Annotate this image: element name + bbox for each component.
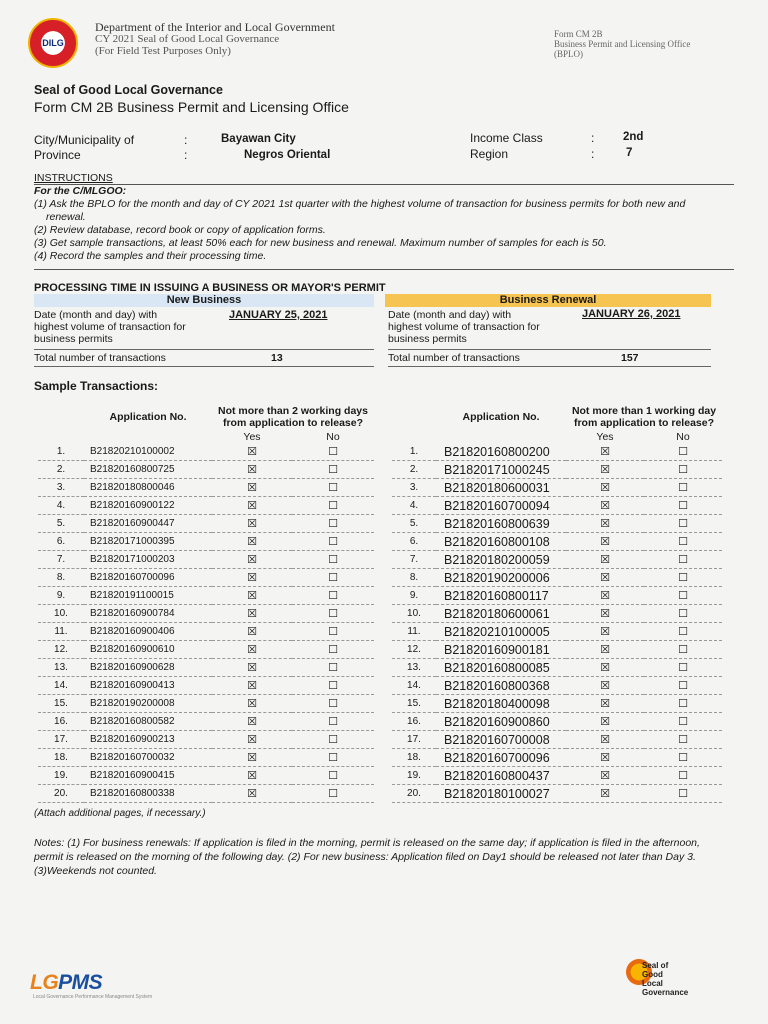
row-number: 7.	[38, 551, 84, 569]
table-row	[392, 533, 722, 551]
row-number: 2.	[38, 461, 84, 479]
header-left	[95, 21, 335, 57]
application-number: B21820190200008	[84, 695, 212, 713]
new-business-table	[38, 403, 374, 803]
new-date-label-3: business permits	[34, 333, 113, 345]
lgpms-logo	[30, 971, 102, 995]
yes-checkbox[interactable]: ☒	[212, 515, 292, 533]
renewal-table	[392, 403, 722, 803]
divider	[34, 184, 734, 185]
no-checkbox[interactable]: ☐	[292, 461, 374, 479]
no-checkbox[interactable]: ☐	[644, 713, 722, 731]
table-row	[392, 497, 722, 515]
city-label: City/Municipality of	[34, 133, 135, 147]
row-number: 13.	[38, 659, 84, 677]
city-colon: :	[184, 133, 188, 147]
sglg-logo	[626, 955, 706, 1007]
table-row	[38, 785, 374, 803]
renewal-rows	[392, 443, 722, 803]
region-value-text: 7	[626, 147, 633, 159]
yes-checkbox[interactable]: ☒	[212, 713, 292, 731]
row-number: 14.	[38, 677, 84, 695]
yes-checkbox[interactable]: ☒	[566, 515, 644, 533]
samples-title: Sample Transactions:	[34, 379, 159, 393]
application-number: B21820180200059	[436, 551, 566, 569]
col-days-header	[566, 403, 722, 431]
application-number: B21820160900213	[84, 731, 212, 749]
no-checkbox[interactable]: ☐	[292, 641, 374, 659]
city-value	[221, 131, 296, 145]
col-no-header: No	[676, 431, 690, 443]
col-days-header	[212, 403, 374, 431]
instruction-1: (1) Ask the BPLO for the month and day of CY 2021 1st quarter with the highest volume of transaction for business permits for both new and	[34, 198, 686, 210]
row-number: 1.	[392, 443, 436, 461]
province-value-text: Negros Oriental	[244, 149, 331, 161]
form-office: Business Permit and Licensing Office	[554, 39, 691, 49]
notes-line-1: Notes: (1) For business renewals: If application is filed in the morning, permit is released on the same day; if application is filed in the afternoon,	[34, 837, 700, 849]
row-number: 18.	[392, 749, 436, 767]
no-checkbox[interactable]: ☐	[292, 749, 374, 767]
no-checkbox[interactable]: ☐	[292, 587, 374, 605]
header-blank	[38, 431, 84, 443]
sglg-line-4: Governance	[642, 988, 689, 997]
region-label: Region	[470, 147, 509, 161]
lgpms-subtitle: Local Governance Performance Management System	[33, 994, 153, 1000]
table-row	[38, 515, 374, 533]
instruction-4: (4) Record the samples and their processing time.	[34, 250, 267, 262]
col-no-header: No	[326, 431, 340, 443]
application-number: B21820191100015	[84, 587, 212, 605]
no-checkbox[interactable]: ☐	[644, 605, 722, 623]
table-row	[392, 677, 722, 695]
table-row	[38, 605, 374, 623]
row-number: 11.	[392, 623, 436, 641]
table-row	[38, 659, 374, 677]
table-row	[38, 623, 374, 641]
table-row	[392, 461, 722, 479]
row-number: 4.	[392, 497, 436, 515]
no-checkbox[interactable]: ☐	[644, 443, 722, 461]
instruction-3: (3) Get sample transactions, at least 50% each for new business and renewal. Maximum number of samples for each is 50.	[34, 237, 607, 249]
sglg-line-2: Good	[642, 970, 663, 979]
application-number: B21820160700094	[436, 497, 566, 515]
no-checkbox[interactable]: ☐	[644, 569, 722, 587]
yes-checkbox[interactable]: ☒	[566, 767, 644, 785]
renewal-date-label-2: highest volume of transaction for	[388, 321, 540, 333]
instructions-heading: INSTRUCTIONS	[34, 172, 113, 184]
application-number: B21820160800437	[436, 767, 566, 785]
application-number: B21820160900413	[84, 677, 212, 695]
row-number: 1.	[38, 443, 84, 461]
application-number: B21820160800117	[436, 587, 566, 605]
divider	[34, 269, 734, 270]
no-checkbox[interactable]: ☐	[644, 551, 722, 569]
renewal-date-label-3: business permits	[388, 333, 467, 345]
table-row	[38, 461, 374, 479]
new-date-value: JANUARY 25, 2021	[229, 309, 328, 321]
income-value	[623, 129, 643, 143]
table-row	[392, 659, 722, 677]
table-row	[392, 587, 722, 605]
application-number: B21820160800200	[436, 443, 566, 461]
no-checkbox[interactable]: ☐	[292, 677, 374, 695]
row-number: 18.	[38, 749, 84, 767]
row-number: 5.	[38, 515, 84, 533]
row-number: 11.	[38, 623, 84, 641]
yes-checkbox[interactable]: ☒	[566, 461, 644, 479]
table-row	[38, 641, 374, 659]
yes-checkbox[interactable]: ☒	[212, 497, 292, 515]
table-row	[392, 443, 722, 461]
application-number: B21820180100027	[436, 785, 566, 803]
application-number: B21820160700008	[436, 731, 566, 749]
no-checkbox[interactable]: ☐	[292, 443, 374, 461]
yes-checkbox[interactable]: ☒	[566, 623, 644, 641]
no-checkbox[interactable]: ☐	[644, 461, 722, 479]
no-checkbox[interactable]: ☐	[292, 731, 374, 749]
table-row	[392, 569, 722, 587]
form-abbr: (BPLO)	[554, 49, 583, 59]
no-checkbox[interactable]: ☐	[292, 695, 374, 713]
form-code: Form CM 2B	[554, 29, 603, 39]
application-number: B21820180600061	[436, 605, 566, 623]
city-value-text: Bayawan City	[221, 133, 296, 145]
department-name: Department of the Interior and Local Government	[95, 20, 335, 34]
no-checkbox[interactable]: ☐	[644, 497, 722, 515]
province-label: Province	[34, 148, 81, 162]
application-number: B21820171000203	[84, 551, 212, 569]
application-number: B21820160900628	[84, 659, 212, 677]
new-date-label	[34, 309, 186, 345]
application-number: B21820180800046	[84, 479, 212, 497]
no-checkbox[interactable]: ☐	[644, 695, 722, 713]
dilg-seal-icon	[28, 18, 78, 68]
application-number: B21820160900784	[84, 605, 212, 623]
no-checkbox[interactable]: ☐	[292, 479, 374, 497]
no-checkbox[interactable]: ☐	[292, 713, 374, 731]
row-number: 8.	[38, 569, 84, 587]
table-row	[38, 731, 374, 749]
row-number: 9.	[392, 587, 436, 605]
application-number: B21820160800368	[436, 677, 566, 695]
lgpms-logo-pms: PMS	[58, 971, 103, 994]
yes-checkbox[interactable]: ☒	[566, 659, 644, 677]
region-value	[626, 145, 632, 159]
table-row	[392, 551, 722, 569]
page-title: Seal of Good Local Governance	[34, 83, 223, 97]
row-number: 19.	[392, 767, 436, 785]
header-subtitle: CY 2021 Seal of Good Local Governance	[95, 33, 280, 45]
row-number: 15.	[38, 695, 84, 713]
table-row	[392, 767, 722, 785]
header-blank	[392, 431, 436, 443]
row-number: 17.	[392, 731, 436, 749]
col-yes-header: Yes	[243, 431, 261, 443]
yes-checkbox[interactable]: ☒	[212, 731, 292, 749]
row-number: 12.	[392, 641, 436, 659]
new-date-label-1: Date (month and day) with	[34, 309, 158, 321]
table-row	[38, 767, 374, 785]
notes-line-2: permit is released on the morning of the following day. (2) For new business: Application filed on Day1 should be released not later than Day 3.	[34, 851, 696, 863]
table-row	[392, 515, 722, 533]
new-date-label-2: highest volume of transaction for	[34, 321, 186, 333]
notes-line-3: (3)Weekends not counted.	[34, 865, 157, 877]
no-checkbox[interactable]: ☐	[644, 533, 722, 551]
yes-checkbox[interactable]: ☒	[212, 443, 292, 461]
row-number: 10.	[38, 605, 84, 623]
yes-checkbox[interactable]: ☒	[566, 443, 644, 461]
yes-checkbox[interactable]: ☒	[212, 479, 292, 497]
application-number: B21820171000395	[84, 533, 212, 551]
sglg-line-1: Seal of	[642, 961, 669, 970]
application-number: B21820160900406	[84, 623, 212, 641]
row-number: 9.	[38, 587, 84, 605]
row-number: 20.	[392, 785, 436, 803]
yes-checkbox[interactable]: ☒	[566, 479, 644, 497]
no-checkbox[interactable]: ☐	[644, 587, 722, 605]
region-colon: :	[591, 147, 595, 161]
no-checkbox[interactable]: ☐	[292, 623, 374, 641]
application-number: B21820160800639	[436, 515, 566, 533]
row-number: 8.	[392, 569, 436, 587]
application-number: B21820160900415	[84, 767, 212, 785]
table-row	[38, 677, 374, 695]
yes-checkbox[interactable]: ☒	[212, 623, 292, 641]
renewal-total-label: Total number of transactions	[388, 352, 520, 364]
yes-checkbox[interactable]: ☒	[566, 587, 644, 605]
table-row	[38, 479, 374, 497]
row-number: 15.	[392, 695, 436, 713]
header-note: (For Field Test Purposes Only)	[95, 45, 231, 57]
divider	[388, 366, 711, 367]
sglg-logo-text	[642, 961, 688, 997]
no-checkbox[interactable]: ☐	[644, 767, 722, 785]
table-row	[392, 749, 722, 767]
table-row	[392, 479, 722, 497]
income-label: Income Class	[470, 131, 543, 145]
table-row	[392, 713, 722, 731]
application-number: B21820160900181	[436, 641, 566, 659]
yes-checkbox[interactable]: ☒	[566, 785, 644, 803]
header-blank	[38, 403, 84, 431]
table-row	[38, 713, 374, 731]
application-number: B21820160800582	[84, 713, 212, 731]
application-number: B21820160800338	[84, 785, 212, 803]
no-checkbox[interactable]: ☐	[644, 731, 722, 749]
instructions-for: For the C/MLGOO:	[34, 185, 127, 197]
table-row	[392, 785, 722, 803]
table-row	[38, 749, 374, 767]
yes-checkbox[interactable]: ☒	[566, 731, 644, 749]
yes-checkbox[interactable]: ☒	[212, 659, 292, 677]
table-row	[38, 443, 374, 461]
yes-checkbox[interactable]: ☒	[566, 569, 644, 587]
table-row	[38, 695, 374, 713]
renewal-date-value: JANUARY 26, 2021	[582, 308, 681, 320]
no-checkbox[interactable]: ☐	[292, 767, 374, 785]
yes-checkbox[interactable]: ☒	[212, 587, 292, 605]
application-number: B21820160900610	[84, 641, 212, 659]
instruction-1b: renewal.	[46, 211, 86, 223]
new-total-value: 13	[271, 352, 283, 364]
table-row	[38, 569, 374, 587]
divider	[34, 366, 374, 367]
no-checkbox[interactable]: ☐	[644, 749, 722, 767]
no-checkbox[interactable]: ☐	[292, 659, 374, 677]
yes-checkbox[interactable]: ☒	[212, 461, 292, 479]
row-number: 3.	[392, 479, 436, 497]
divider	[34, 349, 374, 350]
application-number: B21820160800725	[84, 461, 212, 479]
application-number: B21820160700096	[84, 569, 212, 587]
province-colon: :	[184, 148, 188, 162]
lgpms-logo-lg: LG	[30, 971, 59, 994]
no-checkbox[interactable]: ☐	[644, 785, 722, 803]
col-days-header-1: Not more than 2 working days	[218, 405, 368, 417]
row-number: 4.	[38, 497, 84, 515]
renewal-total-value: 157	[621, 352, 639, 364]
table-row	[38, 587, 374, 605]
yes-checkbox[interactable]: ☒	[566, 695, 644, 713]
col-app-header: Application No.	[462, 411, 540, 423]
renewal-date-label	[388, 309, 540, 345]
yes-checkbox[interactable]: ☒	[566, 641, 644, 659]
col-yes-header: Yes	[596, 431, 614, 443]
application-number: B21820171000245	[436, 461, 566, 479]
sglg-line-3: Local	[642, 979, 663, 988]
application-number: B21820160800085	[436, 659, 566, 677]
col-days-header-2: from application to release?	[222, 417, 364, 429]
no-checkbox[interactable]: ☐	[292, 569, 374, 587]
table-row	[392, 623, 722, 641]
row-number: 6.	[392, 533, 436, 551]
instructions	[34, 172, 734, 263]
income-colon: :	[591, 131, 595, 145]
yes-checkbox[interactable]: ☒	[212, 695, 292, 713]
yes-checkbox[interactable]: ☒	[212, 605, 292, 623]
yes-checkbox[interactable]: ☒	[566, 533, 644, 551]
application-number: B21820160700096	[436, 749, 566, 767]
attach-note: (Attach additional pages, if necessary.)	[34, 808, 206, 819]
row-number: 16.	[38, 713, 84, 731]
yes-checkbox[interactable]: ☒	[212, 551, 292, 569]
application-number: B21820180400098	[436, 695, 566, 713]
row-number: 12.	[38, 641, 84, 659]
yes-checkbox[interactable]: ☒	[212, 749, 292, 767]
no-checkbox[interactable]: ☐	[644, 479, 722, 497]
application-number: B21820160900122	[84, 497, 212, 515]
application-number: B21820160900447	[84, 515, 212, 533]
application-number: B21820210100002	[84, 443, 212, 461]
no-checkbox[interactable]: ☐	[292, 605, 374, 623]
notes	[34, 836, 734, 878]
header-blank	[436, 431, 566, 443]
yes-checkbox[interactable]: ☒	[566, 749, 644, 767]
header-blank	[392, 403, 436, 431]
yes-checkbox[interactable]: ☒	[566, 677, 644, 695]
application-number: B21820210100005	[436, 623, 566, 641]
yes-checkbox[interactable]: ☒	[566, 497, 644, 515]
yes-checkbox[interactable]: ☒	[212, 569, 292, 587]
instruction-2: (2) Review database, record book or copy of application forms.	[34, 224, 326, 236]
divider	[388, 349, 711, 350]
table-row	[392, 605, 722, 623]
row-number: 6.	[38, 533, 84, 551]
yes-checkbox[interactable]: ☒	[566, 605, 644, 623]
no-checkbox[interactable]: ☐	[644, 677, 722, 695]
header-blank	[84, 431, 212, 443]
table-row	[38, 533, 374, 551]
col-app-header: Application No.	[109, 411, 187, 423]
application-number: B21820160800108	[436, 533, 566, 551]
application-number: B21820160900860	[436, 713, 566, 731]
yes-checkbox[interactable]: ☒	[212, 767, 292, 785]
income-value-text: 2nd	[623, 131, 644, 143]
no-checkbox[interactable]: ☐	[644, 515, 722, 533]
table-row	[392, 641, 722, 659]
row-number: 20.	[38, 785, 84, 803]
row-number: 13.	[392, 659, 436, 677]
row-number: 3.	[38, 479, 84, 497]
row-number: 2.	[392, 461, 436, 479]
yes-checkbox[interactable]: ☒	[566, 713, 644, 731]
no-checkbox[interactable]: ☐	[292, 533, 374, 551]
no-checkbox[interactable]: ☐	[644, 659, 722, 677]
application-number: B21820180600031	[436, 479, 566, 497]
row-number: 5.	[392, 515, 436, 533]
yes-checkbox[interactable]: ☒	[212, 785, 292, 803]
row-number: 14.	[392, 677, 436, 695]
application-number: B21820190200006	[436, 569, 566, 587]
renewal-heading: Business Renewal	[385, 294, 711, 307]
yes-checkbox[interactable]: ☒	[212, 533, 292, 551]
new-business-heading: New Business	[34, 294, 374, 307]
new-total-label: Total number of transactions	[34, 352, 166, 364]
dilg-seal-text: DILG	[42, 38, 64, 48]
header-right	[554, 29, 690, 59]
no-checkbox[interactable]: ☐	[292, 785, 374, 803]
col-days-header-2: from application to release?	[573, 417, 715, 429]
application-number: B21820160700032	[84, 749, 212, 767]
no-checkbox[interactable]: ☐	[644, 623, 722, 641]
no-checkbox[interactable]: ☐	[644, 641, 722, 659]
table-row	[38, 497, 374, 515]
row-number: 16.	[392, 713, 436, 731]
row-number: 19.	[38, 767, 84, 785]
new-business-rows	[38, 443, 374, 803]
yes-checkbox[interactable]: ☒	[212, 677, 292, 695]
province-value	[244, 147, 330, 161]
yes-checkbox[interactable]: ☒	[212, 641, 292, 659]
no-checkbox[interactable]: ☐	[292, 551, 374, 569]
processing-title: PROCESSING TIME IN ISSUING A BUSINESS OR MAYOR'S PERMIT	[34, 282, 386, 294]
renewal-date-label-1: Date (month and day) with	[388, 309, 512, 321]
row-number: 17.	[38, 731, 84, 749]
no-checkbox[interactable]: ☐	[292, 515, 374, 533]
table-row	[38, 551, 374, 569]
no-checkbox[interactable]: ☐	[292, 497, 374, 515]
table-row	[392, 731, 722, 749]
table-row	[392, 695, 722, 713]
yes-checkbox[interactable]: ☒	[566, 551, 644, 569]
col-days-header-1: Not more than 1 working day	[571, 405, 717, 417]
page-subtitle: Form CM 2B Business Permit and Licensing Office	[34, 99, 349, 115]
row-number: 10.	[392, 605, 436, 623]
row-number: 7.	[392, 551, 436, 569]
